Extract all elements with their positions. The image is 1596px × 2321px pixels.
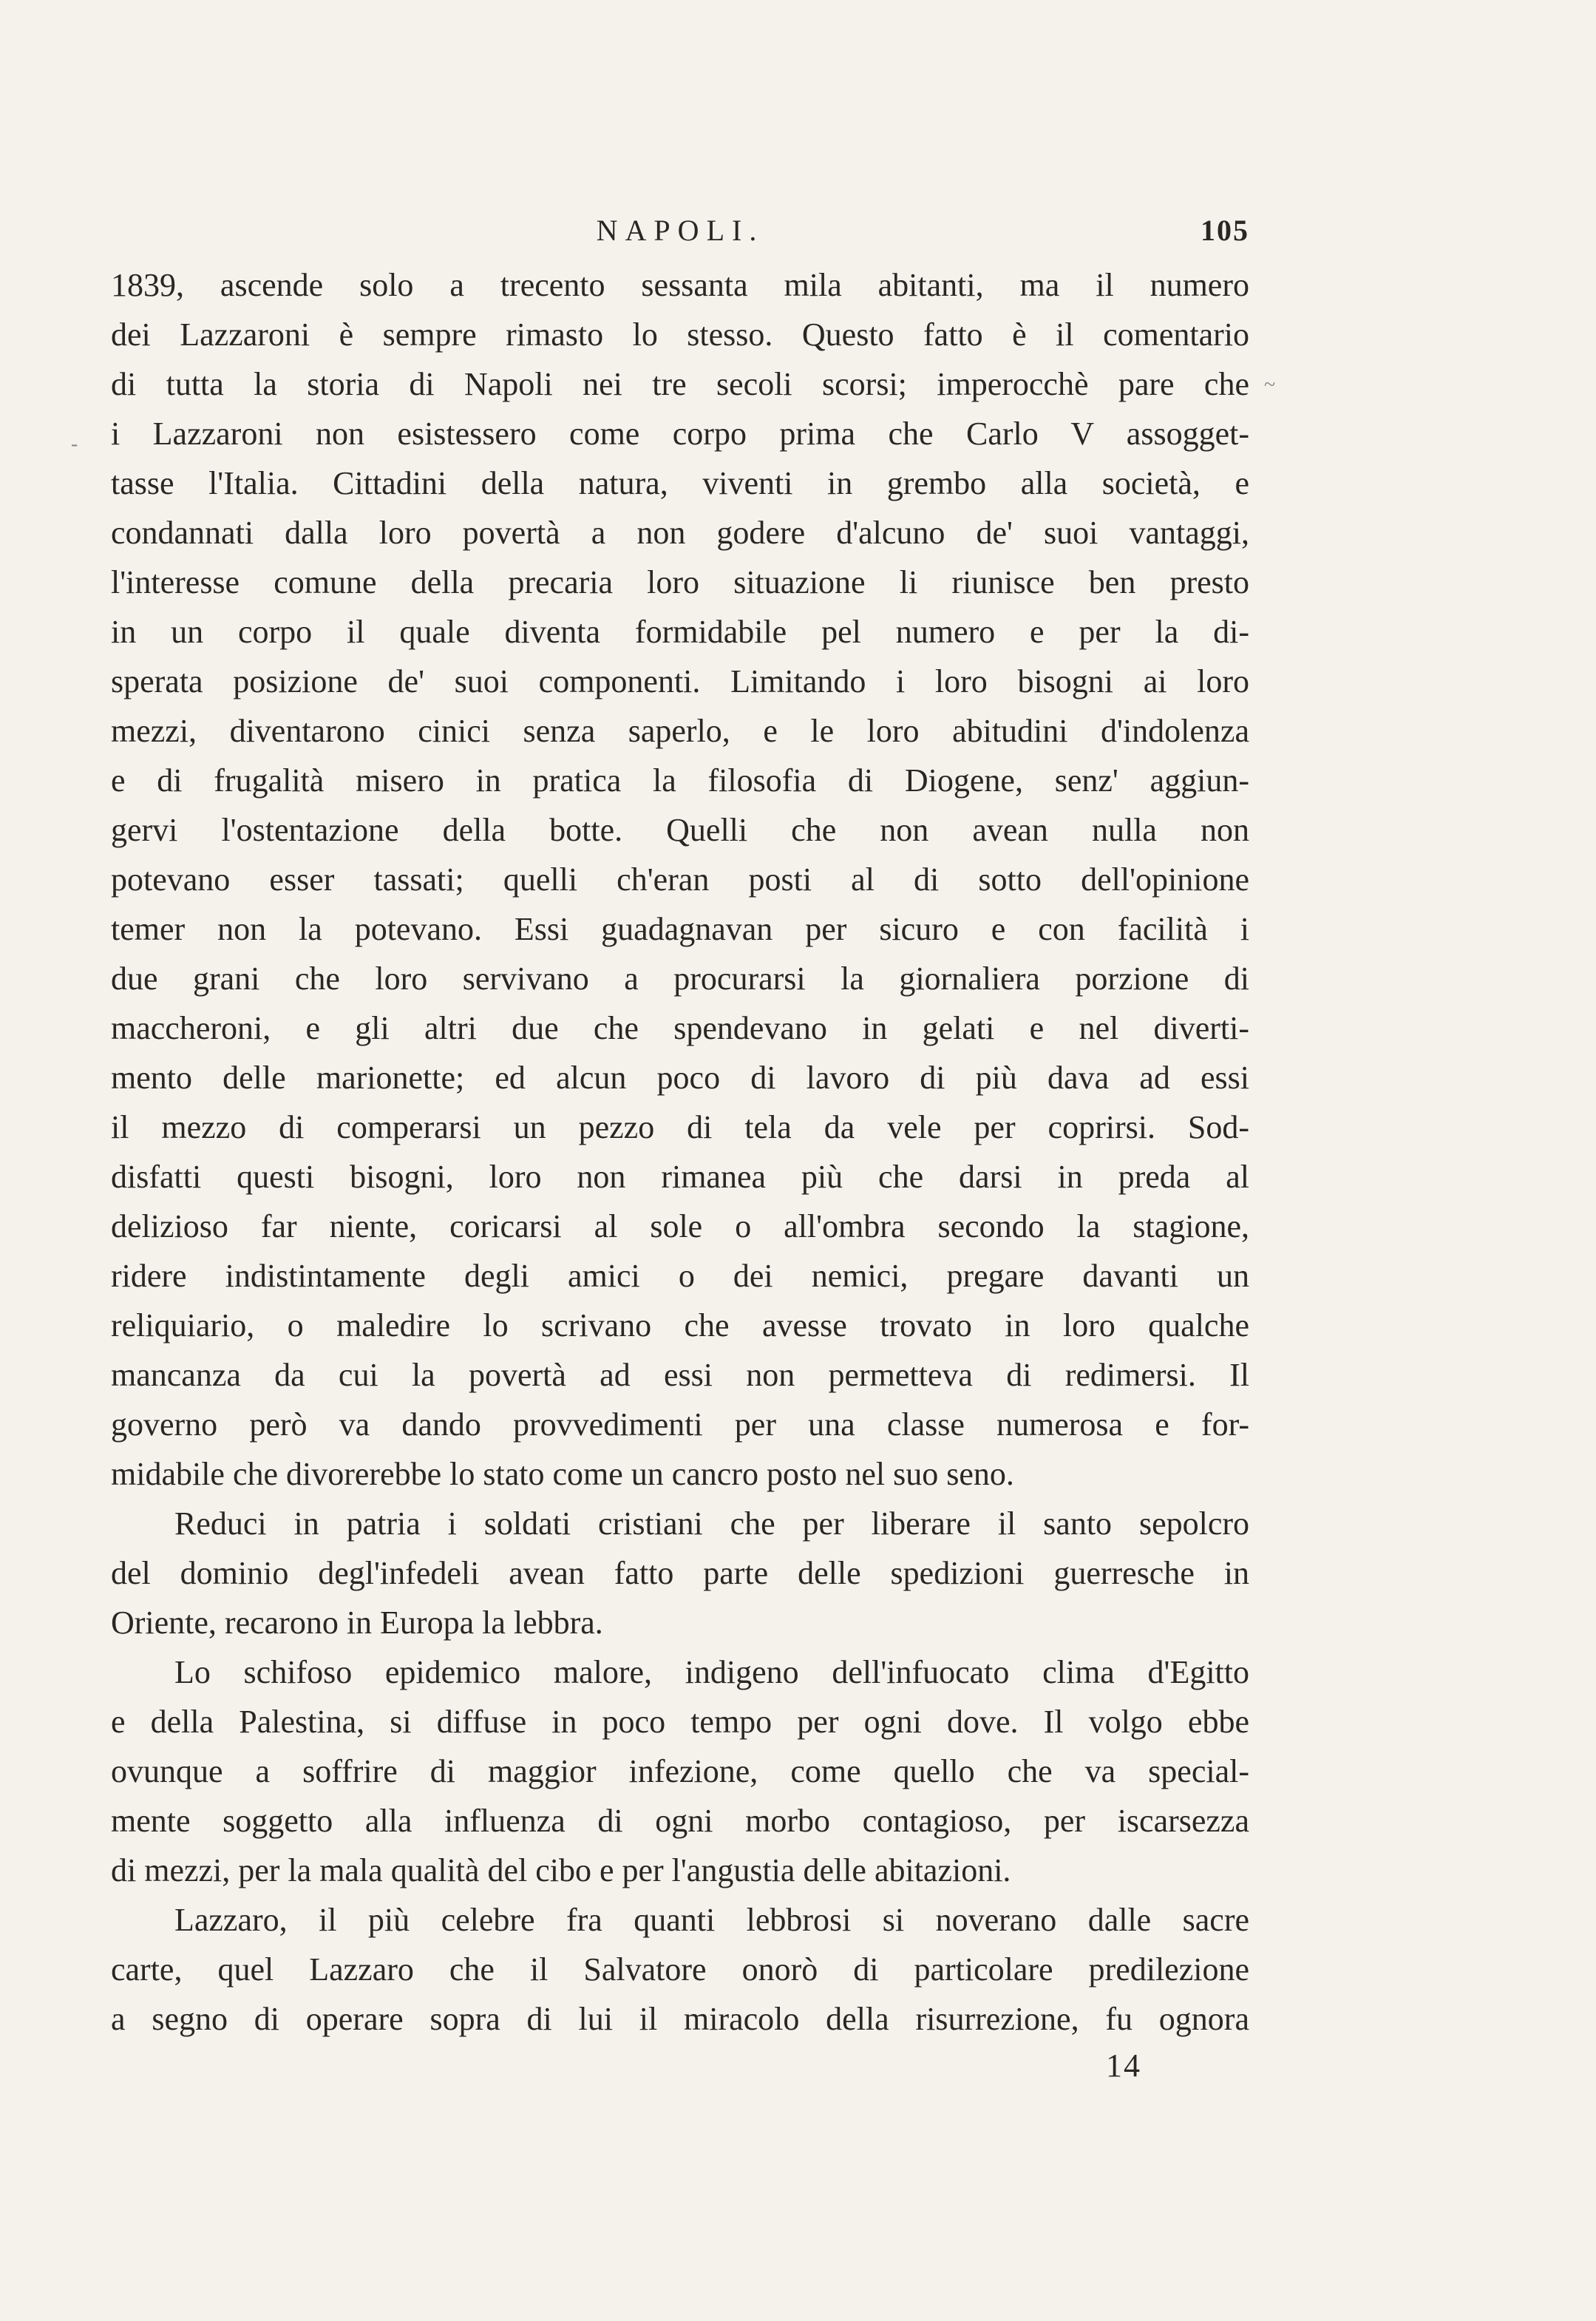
text-line: l'interesse comune della precaria loro situazione li riunisce ben presto [111,564,1249,600]
text-line: mente soggetto alla influenza di ogni morbo contagioso, per iscarsezza [111,1803,1249,1839]
text-line: 1839, ascende solo a trecento sessanta mila abitanti, ma il numero [111,267,1249,303]
text-line: disfatti questi bisogni, loro non rimanea più che darsi in preda al [111,1159,1249,1195]
text-line: di mezzi, per la mala qualità del cibo e per l'angustia delle abitazioni. [111,1852,1011,1888]
text-line: carte, quel Lazzaro che il Salvatore onorò di particolare predilezione [111,1951,1249,1988]
text-line: e della Palestina, si diffuse in poco tempo per ogni dove. Il volgo ebbe [111,1704,1249,1740]
text-line: mezzi, diventarono cinici senza saperlo, e le loro abitudini d'indolenza [111,713,1249,749]
text-line: mento delle marionette; ed alcun poco di lavoro di più dava ad essi [111,1060,1249,1096]
text-line: del dominio degl'infedeli avean fatto parte delle spedizioni guerresche in [111,1555,1249,1591]
running-head: NAPOLI. [596,214,764,247]
text-line: gervi l'ostentazione della botte. Quelli che non avean nulla non [111,812,1249,848]
margin-mark: ~ [1264,373,1276,396]
text-line: sperata posizione de' suoi componenti. Limitando i loro bisogni ai loro [111,663,1249,699]
text-line: Reduci in patria i soldati cristiani che per liberare il santo sepolcro [174,1505,1249,1542]
text-line: governo però va dando provvedimenti per una classe numerosa e for- [111,1406,1249,1443]
text-line: Lo schifoso epidemico malore, indigeno dell'infuocato clima d'Egitto [174,1654,1249,1690]
text-line: tasse l'Italia. Cittadini della natura, viventi in grembo alla società, e [111,465,1249,501]
margin-mark: - [71,433,78,455]
body-text [111,260,1249,2044]
text-line: midabile che divorerebbe lo stato come un cancro posto nel suo seno. [111,1456,1014,1492]
page-header [111,213,1249,257]
text-line: ovunque a soffrire di maggior infezione, come quello che va special- [111,1753,1249,1789]
text-line: il mezzo di comperarsi un pezzo di tela da vele per coprirsi. Sod- [111,1109,1249,1145]
text-line: ridere indistintamente degli amici o dei nemici, pregare davanti un [111,1258,1249,1294]
page-number: 105 [1201,214,1249,247]
text-line: e di frugalità misero in pratica la filosofia di Diogene, senz' aggiun- [111,762,1249,799]
text-line: maccheroni, e gli altri due che spendevano in gelati e nel diverti- [111,1010,1249,1046]
text-line: dei Lazzaroni è sempre rimasto lo stesso. Questo fatto è il comentario [111,316,1249,353]
text-line: potevano esser tassati; quelli ch'eran posti al di sotto dell'opinione [111,861,1249,898]
text-line: mancanza da cui la povertà ad essi non permetteva di redimersi. Il [111,1357,1249,1393]
text-line: delizioso far niente, coricarsi al sole o all'ombra secondo la stagione, [111,1208,1249,1244]
text-line: Lazzaro, il più celebre fra quanti lebbrosi si noverano dalle sacre [174,1902,1249,1938]
text-line: temer non la potevano. Essi guadagnavan per sicuro e con facilità i [111,911,1249,947]
text-line: reliquiario, o maledire lo scrivano che avesse trovato in loro qualche [111,1307,1249,1344]
text-line: in un corpo il quale diventa formidabile pel numero e per la di- [111,614,1249,650]
text-line: di tutta la storia di Napoli nei tre secoli scorsi; imperocchè pare che [111,366,1249,402]
text-line: due grani che loro servivano a procurarsi la giornaliera porzione di [111,960,1249,997]
text-line: Oriente, recarono in Europa la lebbra. [111,1605,603,1641]
text-line: condannati dalla loro povertà a non godere d'alcuno de' suoi vantaggi, [111,515,1249,551]
text-line: a segno di operare sopra di lui il miracolo della risurrezione, fu ognora [111,2001,1249,2037]
text-line: i Lazzaroni non esistessero come corpo prima che Carlo V assogget- [111,416,1249,452]
signature-mark: 14 [1106,2047,1141,2084]
